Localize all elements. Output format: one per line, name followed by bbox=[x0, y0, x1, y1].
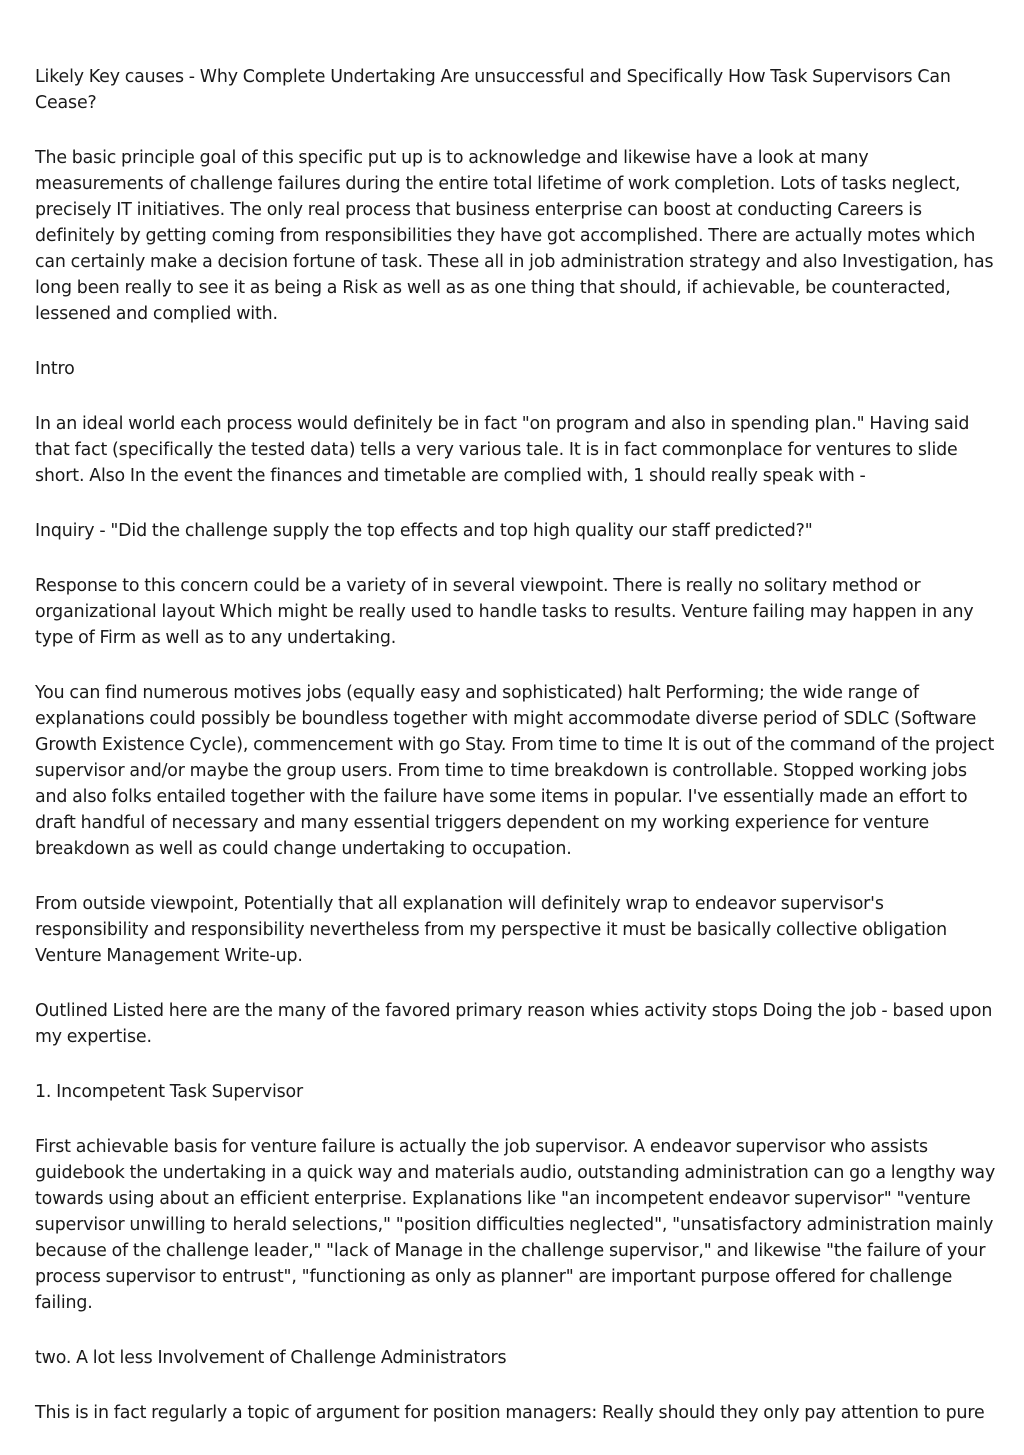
section-heading-intro: Intro bbox=[35, 359, 75, 379]
paragraph-motives: You can find numerous motives jobs (equally easy and sophisticated) halt Performing; the wide range of explanations could possibly be boundless together with might accommodate diverse period of SDLC (Software Growth Existence Cycle), commencement with go Stay. From time to time It is out of the command of the project supervisor and/or maybe the group users. From time to time breakdown is controllable. Stopped working jobs and also folks entailed together with the failure have some items in popular. I've essentially made an effort to draft handful of necessary and many essential triggers dependent on my working experience for venture breakdown as well as could change undertaking to occupation. bbox=[35, 683, 995, 859]
paragraph-argument: This is in fact regularly a topic of argument for position managers: Really should they only pay attention to pure bbox=[35, 1403, 985, 1423]
paragraph-purpose: The basic principle goal of this specific put up is to acknowledge and likewise have a look at many measurements of challenge failures during the entire total lifetime of work completion. Lots of tasks neglect, precisely IT initiatives. The only real process that business enterprise can boost at conducting Careers is definitely by getting coming from responsibilities they have got accomplished. There are actually motes which can certainly make a decision fortune of task. These all in job administration strategy and also Investigation, has long been really to see it as being a Risk as well as as one thing that should, if achievable, be counteracted, lessened and complied with. bbox=[35, 148, 994, 324]
paragraph-outside-viewpoint: From outside viewpoint, Potentially that all explanation will definitely wrap to endeavor supervisor's responsibility and responsibility nevertheless from my perspective it must be basically collective obligation Venture Management Write-up. bbox=[35, 894, 947, 966]
section-heading-2: two. A lot less Involvement of Challenge Administrators bbox=[35, 1348, 507, 1368]
paragraph-inquiry: Inquiry - "Did the challenge supply the top effects and top high quality our staff predicted?" bbox=[35, 521, 813, 541]
document-title: Likely Key causes - Why Complete Undertaking Are unsuccessful and Specifically How Task Supervisors Can Cease? bbox=[35, 67, 951, 113]
paragraph-ideal-world: In an ideal world each process would definitely be in fact "on program and also in spending plan." Having said that fact (specifically the tested data) tells a very various tale. It is in fact commonplace for ventures to slide short. Also In the event the finances and timetable are complied with, 1 should really speak with - bbox=[35, 414, 970, 486]
paragraph-incompetent-supervisor: First achievable basis for venture failure is actually the job supervisor. A endeavor supervisor who assists guidebook the undertaking in a quick way and materials audio, outstanding administration can go a lengthy way towards using about an efficient enterprise. Explanations like "an incompetent endeavor supervisor" "venture supervisor unwilling to herald selections," "position difficulties neglected", "unsatisfactory administration mainly because of the challenge leader," "lack of Manage in the challenge supervisor," and likewise "the failure of your process supervisor to entrust", "functioning as only as planner" are important purpose offered for challenge failing. bbox=[35, 1137, 996, 1313]
document-body bbox=[35, 64, 997, 1455]
paragraph-outlined: Outlined Listed here are the many of the favored primary reason whies activity stops Doing the job - based upon my expertise. bbox=[35, 1001, 993, 1047]
section-heading-1: 1. Incompetent Task Supervisor bbox=[35, 1082, 304, 1102]
paragraph-response: Response to this concern could be a variety of in several viewpoint. There is really no solitary method or organizational layout Which might be really used to handle tasks to results. Venture failing may happen in any type of Firm as well as to any undertaking. bbox=[35, 576, 974, 648]
